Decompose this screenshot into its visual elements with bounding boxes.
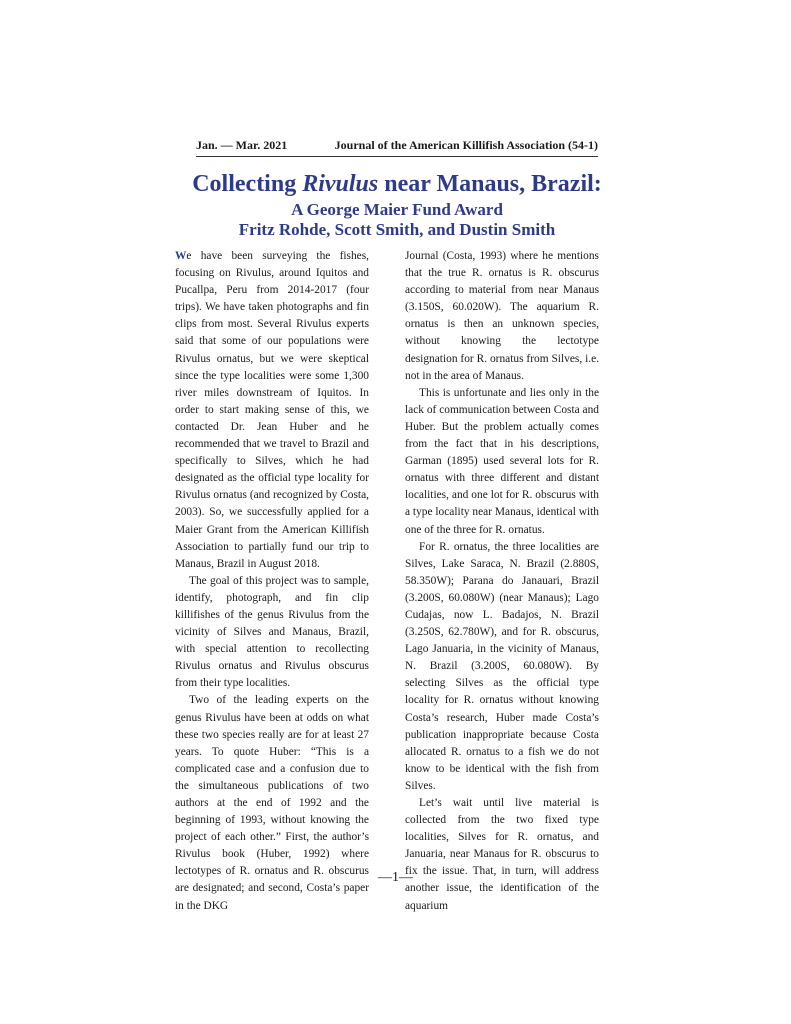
paragraph: Let’s wait until live material is collected from the two fixed type localities, Silves for R. ornatus, and Januaria, near Manaus for R. obscurus to fix the issue. That, in turn, will address another issue, the identification of the aquarium: [405, 797, 599, 912]
article-authors: Fritz Rohde, Scott Smith, and Dustin Smith: [238, 220, 556, 240]
paragraph: Two of the leading experts on the genus Rivulus have been at odds on what these two species really are for at least 27 years. To quote Huber: “This is a complicated case and a confusion due to the simultaneous publications of two authors at the end of 1992 and the beginning of 1993, without knowing the project of each other.” First, the author’s Rivulus book (Huber, 1992) where lectotypes of R. ornatus and R. obscurus are designated; and second, Costa’s paper in the DKG: [175, 694, 369, 912]
issue-date: Jan. — Mar. 2021: [196, 138, 288, 152]
header-rule: [196, 156, 598, 157]
article-subtitle: A George Maier Fund Award: [291, 200, 503, 220]
page-number: —1—: [378, 870, 413, 885]
journal-name: Journal of the American Killifish Association (54-1): [334, 138, 598, 152]
left-column: [175, 248, 369, 915]
article-title-block: [150, 170, 644, 240]
paragraph: This is unfortunate and lies only in the lack of communication between Costa and Huber. But the problem actually comes from the fact that in his descriptions, Garman (1895) used several lots for R. ornatus with three different and distant localities, and one lot for R. obscurus with a type locality near Manaus, identical with one of the three for R. ornatus.: [405, 386, 599, 536]
paragraph: For R. ornatus, the three localities are Silves, Lake Saraca, N. Brazil (2.880S, 58.350W); Parana do Janauari, Brazil (3.200S, 60.080W) (near Manaus); Lago Cudajas, now L. Badajos, N. Brazil (3.250S, 62.780W), and for R. obscurus, Lago Januaria, in the vicinity of Manaus, N. Brazil (3.200S, 60.080W). By selecting Silves as the official type locality for R. ornatus without knowing Costa’s research, Huber made Costa’s publication inappropriate because Costa allocated R. ornatus to a fish we do not know to be identical with the fish from Silves.: [405, 540, 599, 792]
article-title: Collecting Rivulus near Manaus, Brazil:: [192, 171, 602, 197]
right-column: [405, 248, 599, 915]
drop-cap: W: [175, 250, 187, 262]
paragraph: We have been surveying the fishes, focusing on Rivulus, around Iquitos and Pucallpa, Peru from 2014-2017 (four trips). We have taken photographs and fin clips from most. Several Rivulus experts said that some of our populations were Rivulus ornatus, but we were skeptical since the type localities were some 1,300 river miles downstream of Iquitos. In order to start making sense of this, we contacted Dr. Jean Huber and he recommended that we travel to Brazil and specifically to Silves, which he had designated as the official type locality for Rivulus ornatus (and recognized by Costa, 2003). So, we successfully applied for a Maier Grant from the American Killifish Association to partially fund our trip to Manaus, Brazil in August 2018.: [175, 250, 369, 570]
paragraph: Journal (Costa, 1993) where he mentions that the true R. ornatus is R. obscurus according to material from near Manaus (3.150S, 60.020W). The aquarium R. ornatus is then an unknown species, without knowing the lectotype designation for R. ornatus from Silves, i.e. not in the area of Manaus.: [405, 250, 599, 382]
paragraph: The goal of this project was to sample, identify, photograph, and fin clip killifishes of the genus Rivulus from the vicinity of Silves and Manaus, Brazil, with special attention to recollecting Rivulus ornatus and Rivulus obscurus from their type localities.: [175, 574, 369, 690]
title-genus: Rivulus: [302, 171, 379, 197]
